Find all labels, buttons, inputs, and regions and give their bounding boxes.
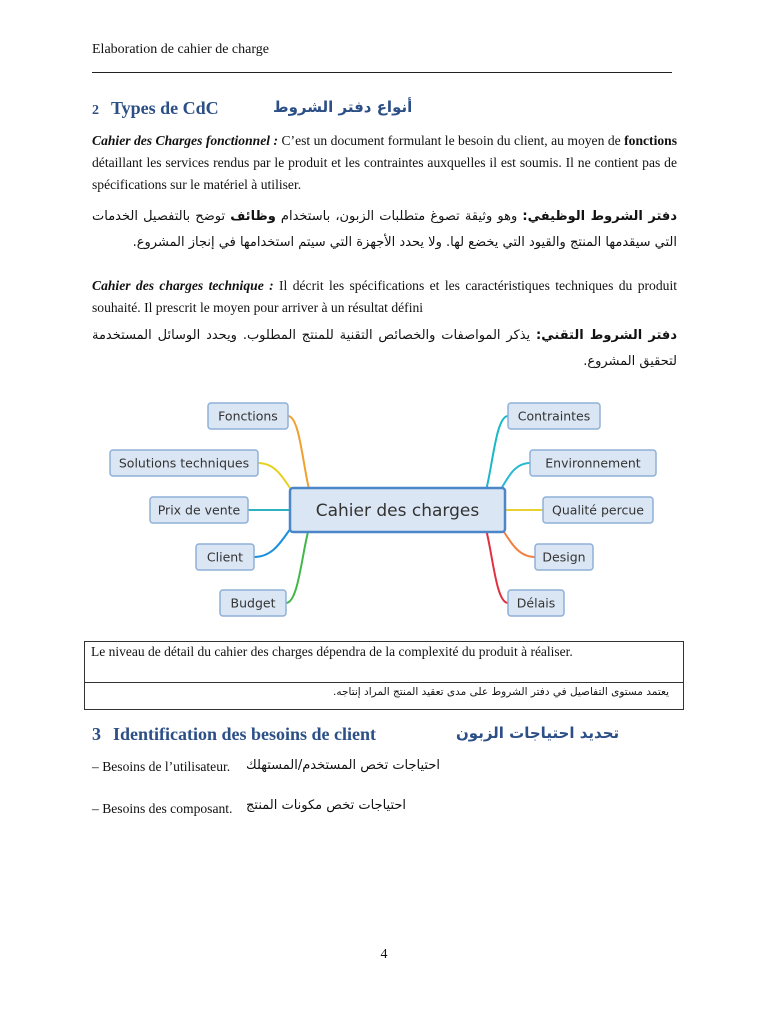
section-3-title: [92, 724, 376, 745]
mind-map-node: [208, 403, 288, 429]
paragraph-technique: [92, 275, 677, 319]
mind-map-node: [530, 450, 656, 476]
term-fonctionnel: Cahier des Charges fonctionnel :: [92, 133, 279, 148]
term-technique: Cahier des charges technique :: [92, 278, 274, 293]
section-2-title-ar: أنواع دفتر الشروط: [273, 98, 413, 116]
need-item-fr: – Besoins de l’utilisateur.: [92, 759, 231, 774]
mind-map-node: [543, 497, 653, 523]
paragraph-technique-ar: [92, 323, 677, 375]
mind-map-node: [535, 544, 593, 570]
mind-map-node-label: Contraintes: [517, 408, 591, 424]
document-header: Elaboration de cahier de charge: [92, 42, 269, 57]
mind-map-node: [508, 403, 600, 429]
fonctionnel-bold: fonctions: [624, 133, 677, 148]
technique-text: Il décrit les spécifications et les caractéristiques techniques du produit souhaité. Il prescrit le moyen pour arriver à un résultat défini: [92, 278, 677, 315]
note-text-fr: Le niveau de détail du cahier des charges dépendra de la complexité du produit à réaliser.: [91, 644, 573, 659]
mind-map-node-label: Environnement: [545, 455, 641, 471]
mind-map-node-label: Budget: [230, 595, 276, 611]
paragraph-fonctionnel: [92, 130, 677, 196]
mind-map-node-label: Fonctions: [218, 408, 278, 424]
note-text-ar: يعتمد مستوى التفاصيل في دفتر الشروط على مدى تعقيد المنتج المراد إنتاجه.: [333, 686, 669, 698]
mind-map-node: [508, 590, 564, 616]
mind-map-node: [196, 544, 254, 570]
fonctionnel-text-a: C’est un document formulant le besoin du client, au moyen de: [278, 133, 625, 148]
mind-map-center-node: [290, 488, 505, 532]
mind-map-diagram: [100, 393, 670, 628]
mind-map-node: [150, 497, 248, 523]
section-3-title-text: Identification des besoins de client: [113, 724, 377, 744]
mind-map-node-label: Solutions techniques: [118, 455, 250, 471]
mind-map-node: [220, 590, 286, 616]
fonctionnel-ar-text-a: وهو وثيقة تصوغ متطلبات الزبون، باستخدام: [275, 209, 523, 224]
mind-map-node: [110, 450, 258, 476]
note-box: [84, 641, 684, 710]
term-fonctionnel-ar: دفتر الشروط الوظيفي:: [522, 209, 677, 224]
paragraph-fonctionnel-ar: [92, 204, 677, 256]
need-item-ar: احتياجات تخص المستخدم/المستهلك: [246, 758, 441, 773]
technique-ar-text: يذكر المواصفات والخصائص التقنية للمنتج المطلوب. ويحدد الوسائل المستخدمة لتحقيق المشروع.: [92, 328, 677, 369]
mind-map-center-node-label: Cahier des charges: [315, 501, 480, 521]
section-2-number: 2: [92, 103, 99, 118]
section-3-number: 3: [92, 724, 101, 744]
note-divider: [85, 682, 683, 683]
mind-map-node-label: Délais: [516, 595, 556, 611]
mind-map-node-label: Design: [542, 549, 586, 565]
header-rule: [92, 72, 672, 73]
page-number: 4: [380, 947, 388, 962]
fonctionnel-text-b: détaillant les services rendus par le produit et les contraintes auxquelles il est soumis. Il ne contient pas de spécifications sur le matériel à utiliser.: [92, 155, 677, 192]
section-2-title: [92, 98, 219, 119]
section-2-title-text: Types de CdC: [111, 98, 219, 118]
section-3-title-ar: تحديد احتياجات الزبون: [456, 724, 620, 742]
need-item-fr: – Besoins des composant.: [92, 801, 233, 816]
term-technique-ar: دفتر الشروط التقني:: [536, 328, 677, 343]
fonctionnel-ar-bold: وظائف: [230, 209, 276, 224]
mind-map-node-label: Qualité percue: [552, 502, 644, 518]
need-item-ar: احتياجات تخص مكونات المنتج: [246, 798, 407, 813]
fonctionnel-ar-text-b: توضح بالتفصيل الخدمات التي سيقدمها المنتج والقيود التي يخضع لها. ولا يحدد الأجهزة التي سيتم استخدامها في إنجاز المشروع.: [92, 209, 677, 250]
mind-map-node-label: Prix de vente: [157, 502, 241, 518]
mind-map-node-label: Client: [206, 549, 244, 565]
